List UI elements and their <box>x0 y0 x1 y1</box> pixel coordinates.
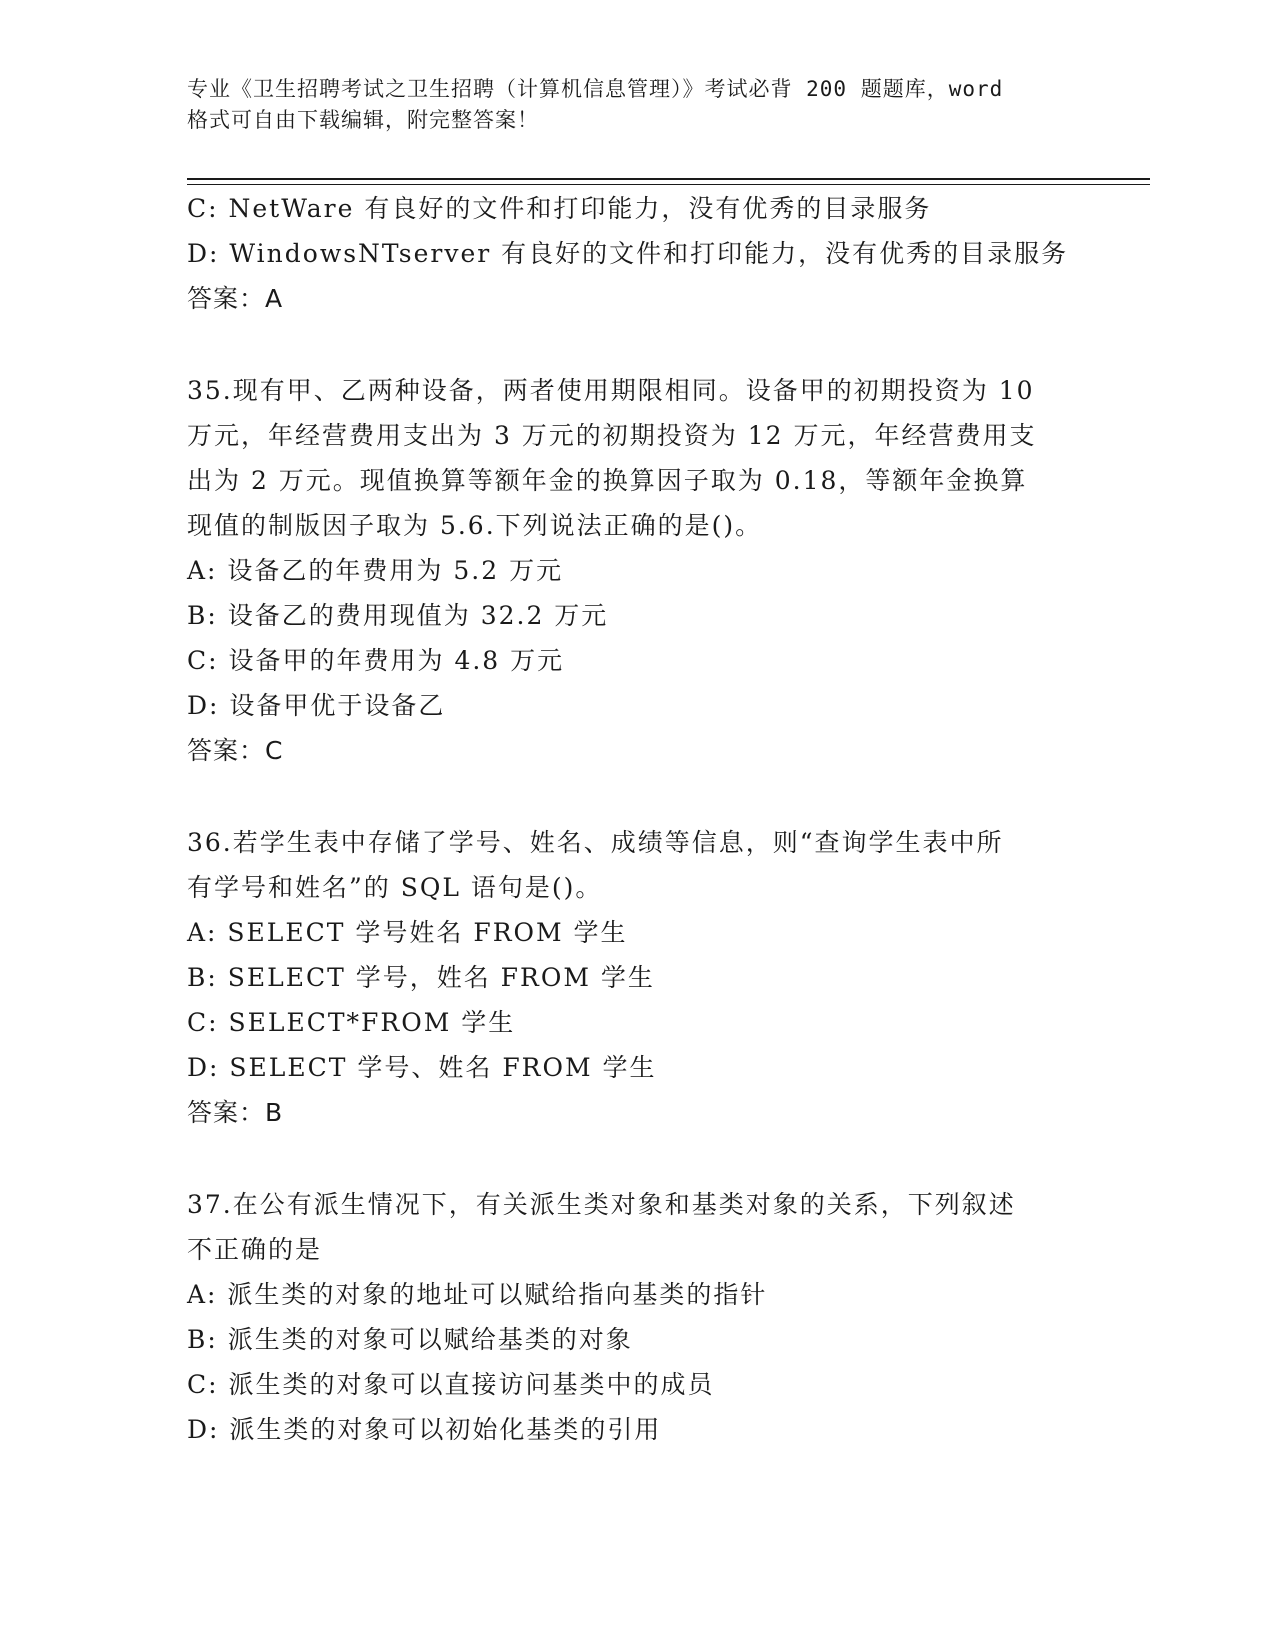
answer-label: 答案：A <box>187 284 284 313</box>
option-b: B: 设备乙的费用现值为 32.2 万元 <box>187 601 609 630</box>
question-35 <box>187 368 1087 773</box>
document-header <box>187 74 1087 136</box>
question-stem-line: 37.在公有派生情况下，有关派生类对象和基类对象的关系，下列叙述 <box>187 1190 1016 1219</box>
option-c: C: NetWare 有良好的文件和打印能力，没有优秀的目录服务 <box>187 194 932 223</box>
answer-label: 答案：B <box>187 1098 284 1127</box>
question-stem-line: 不正确的是 <box>187 1235 323 1264</box>
option-a: A: 派生类的对象的地址可以赋给指向基类的指针 <box>187 1280 768 1309</box>
option-d: D: 设备甲优于设备乙 <box>187 691 446 720</box>
question-36 <box>187 820 1087 1135</box>
question-stem-line: 有学号和姓名”的 SQL 语句是()。 <box>187 873 603 902</box>
question-stem-line: 现值的制版因子取为 5.6.下列说法正确的是()。 <box>187 511 763 540</box>
option-c: C: 设备甲的年费用为 4.8 万元 <box>187 646 565 675</box>
question-stem-line: 35.现有甲、乙两种设备，两者使用期限相同。设备甲的初期投资为 10 <box>187 376 1035 405</box>
header-line-2: 格式可自由下载编辑，附完整答案！ <box>187 108 539 132</box>
answer-label: 答案：C <box>187 736 284 765</box>
option-a: A: SELECT 学号姓名 FROM 学生 <box>187 918 628 947</box>
option-c: C: 派生类的对象可以直接访问基类中的成员 <box>187 1370 715 1399</box>
option-a: A: 设备乙的年费用为 5.2 万元 <box>187 556 564 585</box>
question-34-continued <box>187 186 1087 321</box>
header-rule-thick <box>187 178 1150 180</box>
option-d: D: 派生类的对象可以初始化基类的引用 <box>187 1415 662 1444</box>
question-stem-line: 36.若学生表中存储了学号、姓名、成绩等信息，则“查询学生表中所 <box>187 828 1004 857</box>
header-line-1: 专业《卫生招聘考试之卫生招聘（计算机信息管理）》考试必背 200 题题库，word <box>187 77 1004 101</box>
question-content <box>187 186 1087 1452</box>
question-stem-line: 出为 2 万元。现值换算等额年金的换算因子取为 0.18，等额年金换算 <box>187 466 1028 495</box>
question-stem-line: 万元，年经营费用支出为 3 万元的初期投资为 12 万元，年经营费用支 <box>187 421 1037 450</box>
header-rule-thin <box>187 184 1150 185</box>
option-d: D: WindowsNTserver 有良好的文件和打印能力，没有优秀的目录服务 <box>187 239 1069 268</box>
option-b: B: SELECT 学号，姓名 FROM 学生 <box>187 963 655 992</box>
option-d: D: SELECT 学号、姓名 FROM 学生 <box>187 1053 657 1082</box>
option-b: B: 派生类的对象可以赋给基类的对象 <box>187 1325 633 1354</box>
question-37 <box>187 1182 1087 1452</box>
option-c: C: SELECT*FROM 学生 <box>187 1008 516 1037</box>
